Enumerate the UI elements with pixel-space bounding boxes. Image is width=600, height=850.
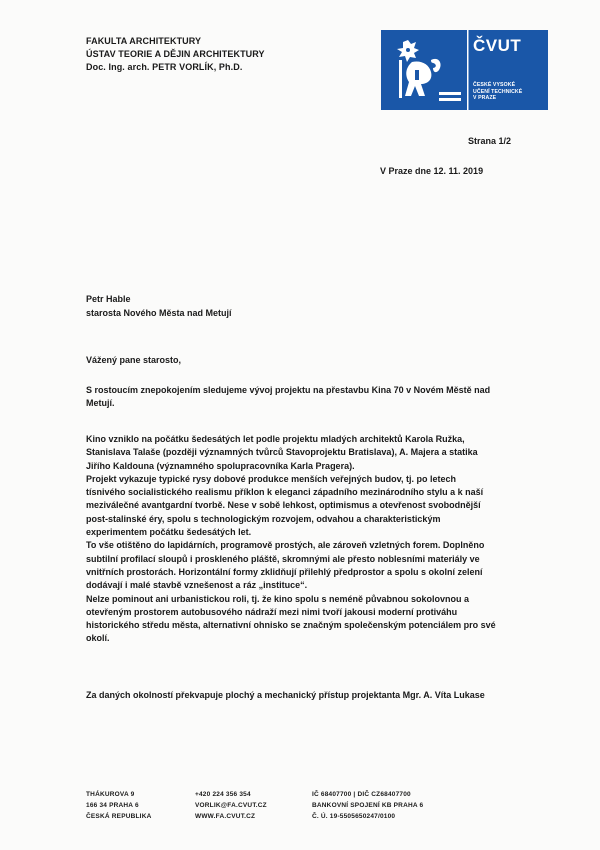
recipient-name: Petr Hable [86, 294, 131, 304]
text-line: Nelze pominout ani urbanistickou roli, tj. že kino spolu s neméně půvabnou sokolovnou a [86, 593, 470, 604]
logo-school-line: ČESKÉ VYSOKÉ [473, 82, 516, 88]
footer-ids [312, 789, 423, 822]
text-line: Kino vzniklo na počátku šedesátých let podle projektu mladých architektů Karola Ružka, [86, 434, 465, 444]
text-line: okolí. [86, 633, 110, 644]
footer-line: ČESKÁ REPUBLIKA [86, 813, 152, 820]
logo-brand: ČVUT [473, 36, 522, 55]
letterhead [86, 35, 265, 74]
footer-line: IČ 68407700 | DIČ CZ68407700 [312, 791, 411, 798]
logo-school-line: V PRAZE [473, 95, 497, 101]
text-line: otevřeným prostorem autobusového nádraží mezi nimi tvoří jakousi moderní protiváhu [86, 606, 458, 617]
paragraph-closing [86, 689, 546, 702]
footer-contact [195, 789, 267, 822]
text-line: Metují. [86, 398, 115, 409]
footer-website: WWW.FA.CVUT.CZ [195, 813, 256, 820]
paragraph-intro [86, 384, 546, 411]
text-line: post-stalinské éry, spolu s technologickým rozvojem, odvahou a charakteristickým [86, 513, 441, 524]
text-line: dodávají i malé stavbě vznešenost a ráz „instituce“. [86, 580, 308, 591]
footer-address [86, 789, 151, 822]
footer-line: 166 34 PRAHA 6 [86, 802, 139, 809]
page-number: Strana 1/2 [468, 136, 512, 146]
recipient-block [86, 292, 232, 320]
text-line: To vše otištěno do lapidárních, programově prostých, ale zároveň vzletných forem. Doplněno [86, 540, 485, 551]
author-name: Doc. Ing. arch. PETR VORLÍK, Ph.D. [86, 62, 243, 72]
date-line: V Praze dne 12. 11. 2019 [380, 166, 484, 176]
footer-line: Č. Ú. 19-5505650247/0100 [312, 813, 396, 820]
text-line: historického středu města, alternativní ohnisko se značným společenským potenciálem pro své [86, 620, 496, 631]
recipient-title: starosta Nového Města nad Metují [86, 308, 232, 318]
paragraph-history [86, 433, 546, 646]
text-line: vnitřních prostorách. Horizontální formy zklidňují přilehlý předprostor a spolu s okolní zelení [86, 566, 483, 577]
text-line: meziválečné avantgardní tvorbě. Nese v sobě lehkost, optimismus a otevřenost svobodnější [86, 500, 481, 511]
faculty-name: FAKULTA ARCHITEKTURY [86, 36, 202, 46]
institute-name: ÚSTAV TEORIE A DĚJIN ARCHITEKTURY [86, 49, 265, 59]
footer-line: BANKOVNÍ SPOJENÍ KB PRAHA 6 [312, 802, 424, 809]
text-line: Za daných okolností překvapuje plochý a mechanický přístup projektanta Mgr. A. Víta Lukase [86, 690, 485, 700]
text-line: Projekt vykazuje typické rysy dobové produkce menších veřejných budov, tj. po letech [86, 473, 456, 484]
footer-phone: +420 224 356 354 [195, 791, 251, 798]
logo-school-name [473, 82, 545, 102]
text-line: S rostoucím znepokojením sledujeme vývoj projektu na přestavbu Kina 70 v Novém Městě nad [86, 385, 491, 395]
footer-email: VORLIK@FA.CVUT.CZ [195, 802, 267, 809]
text-line: subtilní profilací sloupů i proskleného pláště, skromnými ale přesto noblesními materiály ve [86, 553, 480, 564]
text-line: tísnivého socialistického realismu příklon k eleganci západního mezinárodního stylu a k naší [86, 487, 484, 498]
salutation: Vážený pane starosto, [86, 355, 182, 365]
footer-line: THÁKUROVA 9 [86, 791, 135, 798]
text-line: Jiřího Kaldouna (významného spolupracovníka Karla Pragera). [86, 460, 355, 471]
logo-school-line: UČENÍ TECHNICKÉ [473, 88, 523, 95]
text-line: experimentem počátku šedesátých let. [86, 527, 252, 538]
cvut-logo [381, 30, 548, 110]
text-line: Stanislava Talaše (později významných tvůrců Stavoprojektu Bratislava), A. Majera a statika [86, 447, 478, 458]
